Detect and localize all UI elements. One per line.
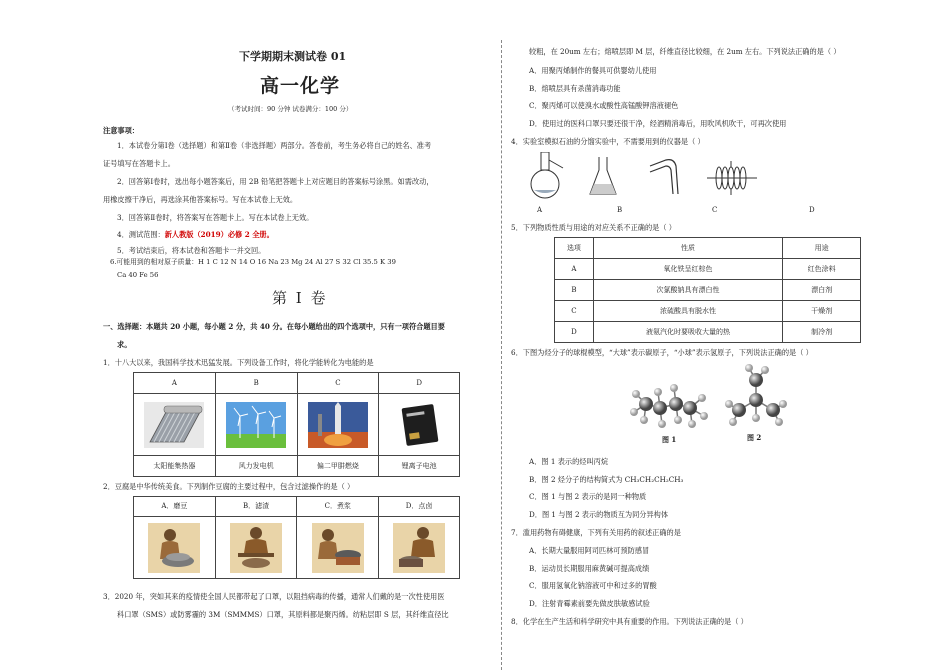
q2-header-a: A．磨豆: [134, 497, 216, 517]
boiling-image: [312, 523, 364, 573]
q6-stem: 6．下图为烃分子的球棍模型，“大球”表示碳原子，“小球”表示氢原子，下列说法正确的是（ ）: [511, 348, 813, 357]
q1-image-a: [134, 394, 216, 456]
q5-header-option: 选项: [555, 238, 594, 259]
part1-line2: 求。: [117, 340, 132, 349]
q1-caption-b: 风力发电机: [215, 456, 297, 477]
q2-image-d: [379, 517, 460, 579]
solar-heater-image: [144, 402, 204, 448]
q5-row-c-option: C: [555, 301, 594, 322]
q4-label-a: A: [537, 206, 543, 214]
q7-option-b: B．运动员长期服用麻黄碱可提高成绩: [529, 564, 650, 573]
q4-label-d: D: [809, 206, 815, 214]
rocket-launch-image: [308, 402, 368, 448]
note-4-prefix: 4．测试范围：: [117, 230, 165, 239]
q5-row-a-use: 红色涂料: [783, 259, 861, 280]
q3-option-b: B．熔喷层具有杀菌消毒功能: [529, 84, 621, 93]
battery-image: [394, 402, 444, 448]
q3-option-a: A．用聚丙烯制作的餐具可供婴幼儿使用: [529, 66, 657, 75]
q6-fig2-label: 图 2: [747, 433, 762, 442]
note-4: [117, 230, 274, 239]
q5-row-d-option: D: [555, 322, 594, 343]
q5-header-use: 用途: [783, 238, 861, 259]
q1-caption-c: 偏二甲肼燃烧: [297, 456, 379, 477]
q2-header-c: C．煮浆: [297, 497, 379, 517]
q5-row-a-property: 氧化铁呈红棕色: [593, 259, 782, 280]
note-4-scope: 新人教版（2019）必修 2 全册。: [164, 230, 274, 239]
round-flask-icon: [525, 152, 565, 200]
q6-option-a: A．图 1 表示的烃叫丙烷: [529, 457, 609, 466]
note-2a: 2．回答第Ⅰ卷时，选出每小题答案后，用 2B 铅笔把答题卡上对应题目的答案标号涂黑。如需改动，: [117, 177, 434, 186]
q2-header-d: D．点卤: [379, 497, 460, 517]
note-1b: 证号填写在答题卡上。: [103, 159, 175, 168]
adapter-tube-icon: [648, 158, 684, 196]
q7-option-d: D．注射青霉素前要先做皮肤敏感试验: [529, 599, 650, 608]
notes-heading: 注意事项：: [103, 126, 139, 135]
q2-image-b: [215, 517, 297, 579]
q3-option-d: D．使用过的医科口罩只要还很干净，经酒精消毒后，用吹风机吹干，可再次使用: [529, 119, 787, 128]
coagulating-image: [393, 523, 445, 573]
q4-stem: 4．实验室模拟石油的分馏实验中，不需要用到的仪器是（ ）: [511, 137, 705, 146]
note-6a: 6.可能用到的相对原子质量：H 1 C 12 N 14 O 16 Na 23 Mg 24 Al 27 S 32 Cl 35.5 K 39: [110, 258, 396, 266]
q5-row-c-property: 浓硫酸具有脱水性: [593, 301, 782, 322]
q3-stem-b: 科口罩（SMS）或防雾霾的 3M（SMMMS）口罩，其原料都是聚丙烯。纺粘层即 S 层，其纤维直径比: [117, 610, 449, 619]
q5-row-d-use: 制冷剂: [783, 322, 861, 343]
q5-row-b-property: 次氯酸钠具有漂白性: [593, 280, 782, 301]
q5-table: [554, 237, 861, 343]
q7-option-a: A．长期大量服用阿司匹林可预防感冒: [529, 546, 650, 555]
q4-label-c: C: [712, 206, 718, 214]
q6-option-b: B．图 2 烃分子的结构简式为 CH₃CH₂CH₂CH₃: [529, 475, 684, 484]
q1-image-c: [297, 394, 379, 456]
q5-row-c-use: 干燥剂: [783, 301, 861, 322]
q5-stem: 5．下列物质性质与用途的对应关系不正确的是（ ）: [511, 223, 676, 232]
q7-option-c: C．服用氢氧化钠溶液可中和过多的胃酸: [529, 581, 657, 590]
q5-row-d-property: 液氨汽化时要吸收大量的热: [593, 322, 782, 343]
note-2b: 用橡皮擦干净后，再选涂其他答案标号。写在本试卷上无效。: [103, 195, 298, 204]
q3-stem-c: 较粗，在 20um 左右；熔喷层即 M 层，纤维直径比较细，在 2um 左右。下列说法正确的是（ ）: [529, 47, 841, 56]
part1-line1: 一、选择题：本题共 20 小题，每小题 2 分，共 40 分。在每小题给出的四个选项中，只有一项符合题目要: [103, 322, 445, 331]
note-5: 5．考试结束后，将本试卷和答题卡一并交回。: [117, 246, 266, 255]
q2-image-c: [297, 517, 379, 579]
exam-info: （考试时间：90 分钟 试卷满分：100 分）: [228, 105, 353, 113]
note-1a: 1．本试卷分第Ⅰ卷（选择题）和第Ⅱ卷（非选择题）两部分。答卷前，考生务必将自己的姓名、准考: [117, 141, 432, 150]
q1-header-c: C: [297, 373, 379, 394]
q2-image-a: [134, 517, 216, 579]
q4-label-b: B: [617, 206, 623, 214]
note-6b: Ca 40 Fe 56: [117, 271, 159, 279]
q5-row-a-option: A: [555, 259, 594, 280]
grinding-beans-image: [148, 523, 200, 573]
ball-stick-model-1: [628, 378, 710, 432]
q1-header-d: D: [379, 373, 460, 394]
q5-header-property: 性质: [593, 238, 782, 259]
q1-caption-d: 锂离子电池: [379, 456, 460, 477]
q3-option-c: C．聚丙烯可以使溴水或酸性高锰酸钾溶液褪色: [529, 101, 679, 110]
q1-image-d: [379, 394, 460, 456]
q6-option-d: D．图 1 与图 2 表示的物质互为同分异构体: [529, 510, 669, 519]
q6-option-c: C．图 1 与图 2 表示的是同一种物质: [529, 492, 647, 501]
q1-table: [133, 372, 460, 477]
column-divider: [501, 40, 502, 670]
wind-turbine-image: [226, 402, 286, 448]
q6-fig1-label: 图 1: [662, 435, 677, 444]
q2-stem: 2．豆腐是中华传统美食。下列制作豆腐的主要过程中，包含过滤操作的是（ ）: [103, 482, 355, 491]
condenser-coil-icon: [707, 161, 757, 195]
q1-header-a: A: [134, 373, 216, 394]
q1-image-b: [215, 394, 297, 456]
q8-stem: 8．化学在生产生活和科学研究中具有重要的作用。下列说法正确的是（ ）: [511, 617, 748, 626]
q2-header-b: B．滤渣: [215, 497, 297, 517]
subject-title: 高一化学: [260, 75, 341, 97]
q3-stem-a: 3．2020 年，突如其来的疫情使全国人民都带起了口罩，以阻挡病毒的传播，通常人们戴的是一次性使用医: [103, 592, 445, 601]
note-3: 3．回答第Ⅱ卷时，将答案写在答题卡上。写在本试卷上无效。: [117, 213, 314, 222]
q7-stem: 7．滥用药物有碍健康，下列有关用药的叙述正确的是: [511, 528, 681, 537]
filtering-image: [230, 523, 282, 573]
q2-table: [133, 496, 460, 579]
q5-row-b-use: 漂白剂: [783, 280, 861, 301]
q1-header-b: B: [215, 373, 297, 394]
q5-row-b-option: B: [555, 280, 594, 301]
ball-stick-model-2: [725, 364, 787, 436]
section-title: 第 Ⅰ 卷: [272, 289, 328, 307]
conical-flask-icon: [588, 156, 618, 196]
exam-title: 下学期期末测试卷 01: [239, 50, 347, 63]
q1-caption-a: 太阳能集热器: [134, 456, 216, 477]
q1-stem: 1．十八大以来，我国科学技术迅猛发展。下列设备工作时，将化学能转化为电能的是: [103, 358, 374, 367]
